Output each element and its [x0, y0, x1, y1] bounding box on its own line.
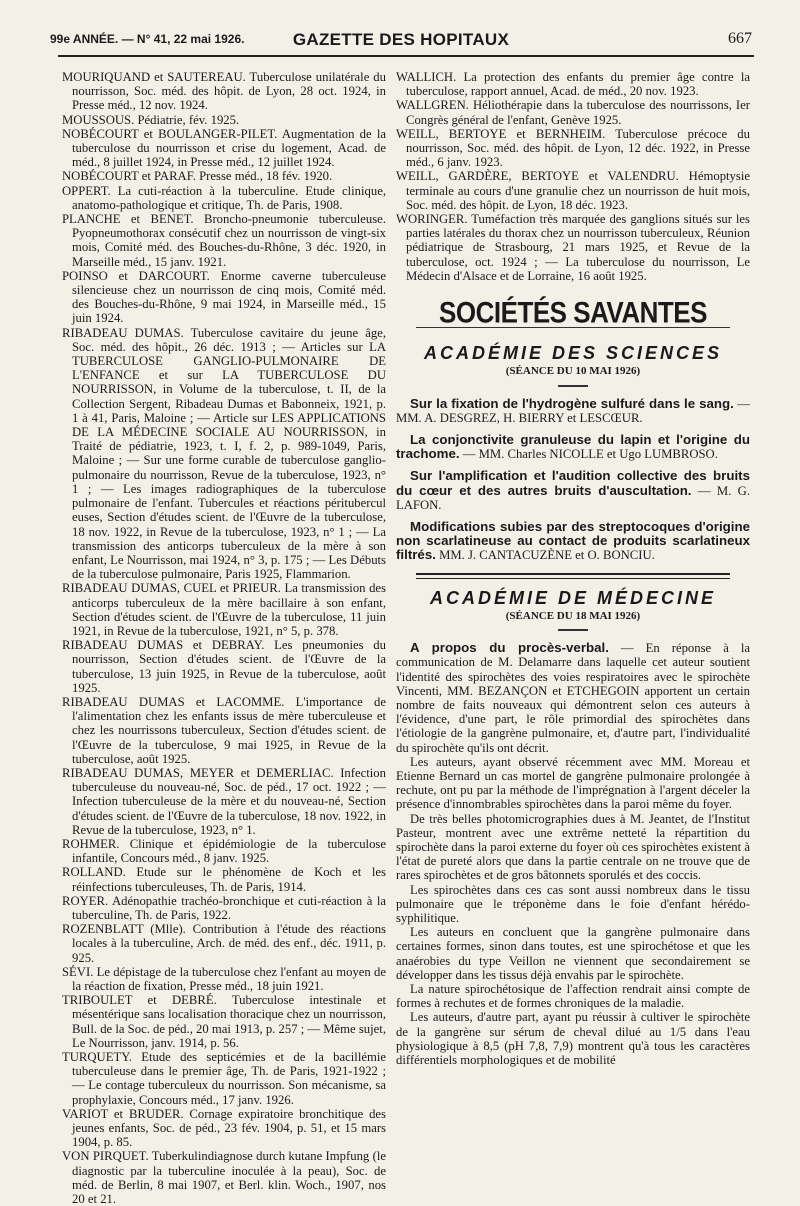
- short-divider: [558, 629, 588, 631]
- communication-item: [396, 520, 750, 563]
- reference-entry: TURQUETY. Etude des septicémies et de la bacillémie tuberculeuse dans le premier âge, Th. de Paris, 1921-1922 ; — Le contage tuberculeux du nourrisson. Son mécanisme, sa prophylaxie, Concours méd., 17 janv. 1926.: [62, 1050, 386, 1107]
- communication-authors: MM. J. CANTACUZÈNE et O. BONCIU.: [435, 548, 655, 563]
- communication-authors: — MM. A. DESGREZ, H. BIERRY et LESCŒUR.: [396, 396, 750, 425]
- article-paragraph: Les auteurs, d'autre part, ayant pu réussir à cultiver le spirochète de la gangrène sur sérum de cheval dilué au 1/5 dans l'eau physiologique à 8,5 (pH 7,8, 7,9) montrent qu'à tous les caractères différentiels morphologiques et de mobilité: [396, 1010, 750, 1067]
- reference-entry: WEILL, GARDÈRE, BERTOYE et VALENDRU. Hémoptysie terminale au cours d'une granulie chez un nourrisson de huit mois, Soc. méd. des hôpit. de Lyon, 18 déc. 1923.: [396, 169, 750, 212]
- communication-title: La conjonctivite granuleuse du lapin et l'origine du trachome.: [396, 432, 750, 462]
- session-date: (SÉANCE DU 18 MAI 1926): [505, 609, 641, 622]
- reference-entry: NOBÉCOURT et PARAF. Presse méd., 18 fév. 1920.: [62, 169, 333, 184]
- reference-entry: ROZENBLATT (Mlle). Contribution à l'étude des réactions locales à la tuberculine, Arch. de méd. des enf., déc. 1911, p. 925.: [62, 922, 386, 965]
- reference-entry: ROHMER. Clinique et épidémiologie de la tuberculose infantile, Concours méd., 8 janv. 1925.: [62, 836, 386, 866]
- left-column: [62, 70, 386, 1206]
- section-title: SOCIÉTÉS SAVANTES: [439, 294, 707, 330]
- section-divider: [416, 573, 730, 579]
- reference-entry: WALLGREN. Héliothérapie dans la tuberculose des nourrissons, Ier Congrès général de l'enfant, Genève 1925.: [396, 98, 750, 127]
- communication-item: [396, 433, 750, 461]
- reference-entry: SÉVI. Le dépistage de la tuberculose chez l'enfant au moyen de la réaction de fixation, Presse méd., 18 juin 1921.: [62, 964, 386, 993]
- reference-entry: VARIOT et BRUDER. Cornage expiratoire bronchitique des jeunes enfants, Soc. de péd., 23 fév. 1904, p. 51, et 15 mars 1904, p. 85.: [62, 1106, 386, 1150]
- reference-entry: MOURIQUAND et SAUTEREAU. Tuberculose unilatérale du nourrisson, Soc. méd. des hôpit. de Lyon, 28 oct. 1924, in Presse méd., 12 nov. 1924.: [62, 70, 386, 113]
- article-paragraph: De très belles photomicrographies dues à M. Jeantet, de l'Institut Pasteur, montrent avec une extrême netteté la répartition du spirochète dans la paroi externe du foyer où ces spirochètes existent à l'état de pureté alors que dans la partie centrale on ne trouve que de rares spirochètes et de gros bâtonnets sporulés et des coccis.: [396, 811, 750, 883]
- communication-title: Modifications subies par des streptocoques d'origine non scarlatineuse au contact de produits scarlatineux filtrés.: [396, 519, 750, 563]
- article-paragraph: Les auteurs en concluent que la gangrène pulmonaire dans certaines formes, sinon dans toutes, est une spirochétose et que les anaérobies du type Veillon ne viennent que secondairement se développer dans les tissus déjà envahis par le spirochète.: [396, 925, 750, 982]
- journal-title: GAZETTE DES HOPITAUX: [292, 30, 510, 49]
- reference-entry: RIBADEAU DUMAS. Tuberculose cavitaire du jeune âge, Soc. méd. des hôpit., 26 déc. 1913 ; — Articles sur LA TUBERCULOSE GANGLIO-PULMONAIRE DE L'ENFANCE et sur LA TUBERCULOSE DU NOURRISSON, in Volume de la tuberculose, t. II, de la Collection Sergent, Ribadeau Dumas et Babonneix, 1921, p. 1 à 41, Paris, Maloine ; — Article sur LES APPLICATIONS DE LA MÉDECINE SOCIALE AU NOURRISSON, in Traité de pédiatrie, 1923, t. I, f. 2, p. 989-1049, Paris, Maloine ; — Sur une forme curable de tuberculose ganglio-pulmonaire du nourrisson, Revue de la tuberculose, 1923, n° 1 ; — Les images radiographiques de la tuberculose pulmonaire de l'enfant. Tubercules et réactions péritubercul euses, Section d'études scient. de l'Œuvre de la tuberculose, 18 nov. 1922, in Revue de la tuberculose, 1923, n° 1 ; — La transmission des anticorps tuberculeux de la mère à son enfant, Le Nourrisson, mai 1924, n° 3, p. 175 ; — Les Débuts de la tuberculose pulmonaire, Paris 1925, Flammarion.: [62, 325, 386, 582]
- academy-heading: ACADÉMIE DES SCIENCES: [423, 343, 723, 364]
- page-header: [50, 30, 752, 52]
- reference-entry: WEILL, BERTOYE et BERNHEIM. Tuberculose précoce du nourrisson, Soc. méd. des hôpit. de Lyon, 12 déc. 1922, in Presse méd., 6 janv. 1923.: [396, 126, 750, 170]
- header-rule: [58, 55, 754, 57]
- reference-entry: RIBADEAU DUMAS, CUEL et PRIEUR. La transmission des anticorps tuberculeux de la mère bacillaire à son enfant, Section d'études scient. de l'Œuvre de la tuberculose, 11 juin 1921, in Revue de la tuberculose, 1921, n° 5, p. 378.: [62, 581, 386, 638]
- reference-entry: ROYER. Adénopathie trachéo-bronchique et cuti-réaction à la tuberculine, Th. de Paris, 1922.: [62, 893, 386, 922]
- article-lead-title: A propos du procès-verbal.: [410, 640, 609, 656]
- reference-entry: TRIBOULET et DEBRÉ. Tuberculose intestinale et mésentérique sans localisation thoracique chez un nourrisson, Bull. de la Soc. de péd., 20 mai 1913, p. 257 ; — Même sujet, Le Nourrisson, janv. 1914, p. 56.: [62, 993, 386, 1050]
- article-paragraph: Les spirochètes dans ces cas sont aussi nombreux dans le tissu pulmonaire que le tréponème dans le foie d'enfant hérédo-syphilitique.: [396, 882, 750, 925]
- reference-entry: VON PIRQUET. Tuberkulindiagnose durch kutane Impfung (le diagnostic par la tuberculine inoculée à la peau), Soc. de méd. de Berlin, 8 mai 1907, et Berl. klin. Woch., 1907, nos 20 et 21.: [62, 1149, 386, 1206]
- reference-entry: PLANCHE et BENET. Broncho-pneumonie tuberculeuse. Pyopneumothorax consécutif chez un nourrisson de vingt-six mois, Comité méd. des Bouches-du-Rhône, 3 déc. 1920, in Marseille méd., 15 janv. 1921.: [62, 212, 386, 269]
- communication-authors: — MM. Charles NICOLLE et Ugo LUMBROSO.: [459, 447, 718, 462]
- short-divider: [558, 385, 588, 387]
- reference-entry: MOUSSOUS. Pédiatrie, fév. 1925.: [62, 112, 240, 127]
- reference-entry: RIBADEAU DUMAS et LACOMME. L'importance de l'alimentation chez les enfants issus de mère tuberculeuse et chez les nourrissons tuberculeux, Section d'études scient. de l'Œuvre de la tuberculose, 9 mai 1925, in Revue de la tuberculose, août 1925.: [62, 694, 386, 766]
- reference-entry: ROLLAND. Etude sur le phénomène de Koch et les réinfections tuberculeuses, Th. de Paris, 1914.: [62, 865, 386, 894]
- communication-authors: — M. G. LAFON.: [396, 483, 750, 512]
- article-paragraph: La nature spirochétosique de l'affection rendrait ainsi compte de formes à rechutes et de formes chroniques de la maladie.: [396, 981, 750, 1011]
- communication-item: [396, 469, 750, 512]
- session-date: (SÉANCE DU 10 MAI 1926): [505, 365, 641, 378]
- reference-entry: RIBADEAU DUMAS et DEBRAY. Les pneumonies du nourrisson, Section d'études scient. de l'Œuvre de la tuberculose, 13 juin 1925, in Revue de la tuberculose, août 1925.: [62, 638, 386, 695]
- communication-title: Sur la fixation de l'hydrogène sulfuré dans le sang.: [410, 395, 734, 411]
- reference-entry: OPPERT. La cuti-réaction à la tuberculine. Etude clinique, anatomo-pathologique et critique, Th. de Paris, 1908.: [62, 183, 386, 212]
- reference-entry: NOBÉCOURT et BOULANGER-PILET. Augmentation de la tuberculose du nourrisson et crise du logement, Acad. de méd., 8 juillet 1924, in Presse méd., 12 juillet 1924.: [62, 126, 386, 170]
- right-column: [396, 70, 750, 1067]
- reference-entry: RIBADEAU DUMAS, MEYER et DEMERLIAC. Infection tuberculeuse du nouveau-né, Soc. de péd., 17 oct. 1922 ; — Infection tuberculeuse de la mère et du nouveau-né, Section d'études scient. de l'Œuvre de la tuberculose, 18 nov. 1922, in Revue de la tuberculose, 1923, n° 1.: [62, 765, 386, 837]
- communication-title: Sur l'amplification et l'audition collective des bruits du cœur et des autres bruits d'auscultation.: [396, 468, 750, 498]
- article-paragraph: [396, 641, 750, 755]
- reference-entry: WALLICH. La protection des enfants du premier âge contre la tuberculose, rapport annuel, Acad. de méd., 20 nov. 1923.: [396, 70, 750, 99]
- reference-entry: POINSO et DARCOURT. Enorme caverne tuberculeuse silencieuse chez un nourrisson de cinq mois, Comité méd. des Bouches-du-Rhône, 9 mai 1924, in Marseille méd., 15 juin 1924.: [62, 268, 386, 326]
- communication-item: [396, 397, 750, 425]
- academy-heading: ACADÉMIE DE MÉDECINE: [429, 587, 717, 608]
- issue-info: 99e ANNÉE. — N° 41, 22 mai 1926.: [50, 32, 245, 46]
- article-paragraph: Les auteurs, ayant observé récemment avec MM. Moreau et Etienne Bernard un cas mortel de gangrène pulmonaire prolongée à rechute, ont pu par la méthode de l'imprégnation à l'argent déceler la présence d'innombrables spirochètes dans la paroi même du foyer.: [396, 754, 750, 812]
- article-text: — En réponse à la communication de M. Delamarre dans laquelle cet auteur soutient l'identité des spirochètes des voies respiratoires avec le spirochète Vincenti, MM. BEZANÇON et ETCHEGOIN apportent un certain nombre de faits nouveaux qui démontrent selon ces auteurs à l'évidence, d'une part, le rôle primordial des spirochètes dans l'étiologie de la gangrène pulmonaire, et, d'autre part, l'individualité du spirochète qu'ils ont décrit.: [396, 641, 750, 755]
- reference-entry: WORINGER. Tuméfaction très marquée des ganglions situés sur les parties latérales du thorax chez un nourrisson tuberculeux, Réunion pédiatrique de Strasbourg, 21 mars 1925, et Revue de la tuberculose, oct. 1924 ; — La tuberculose du nourrisson, Le Médecin d'Alsace et de Lorraine, 16 août 1925.: [396, 212, 750, 283]
- page-number: 667: [728, 30, 752, 47]
